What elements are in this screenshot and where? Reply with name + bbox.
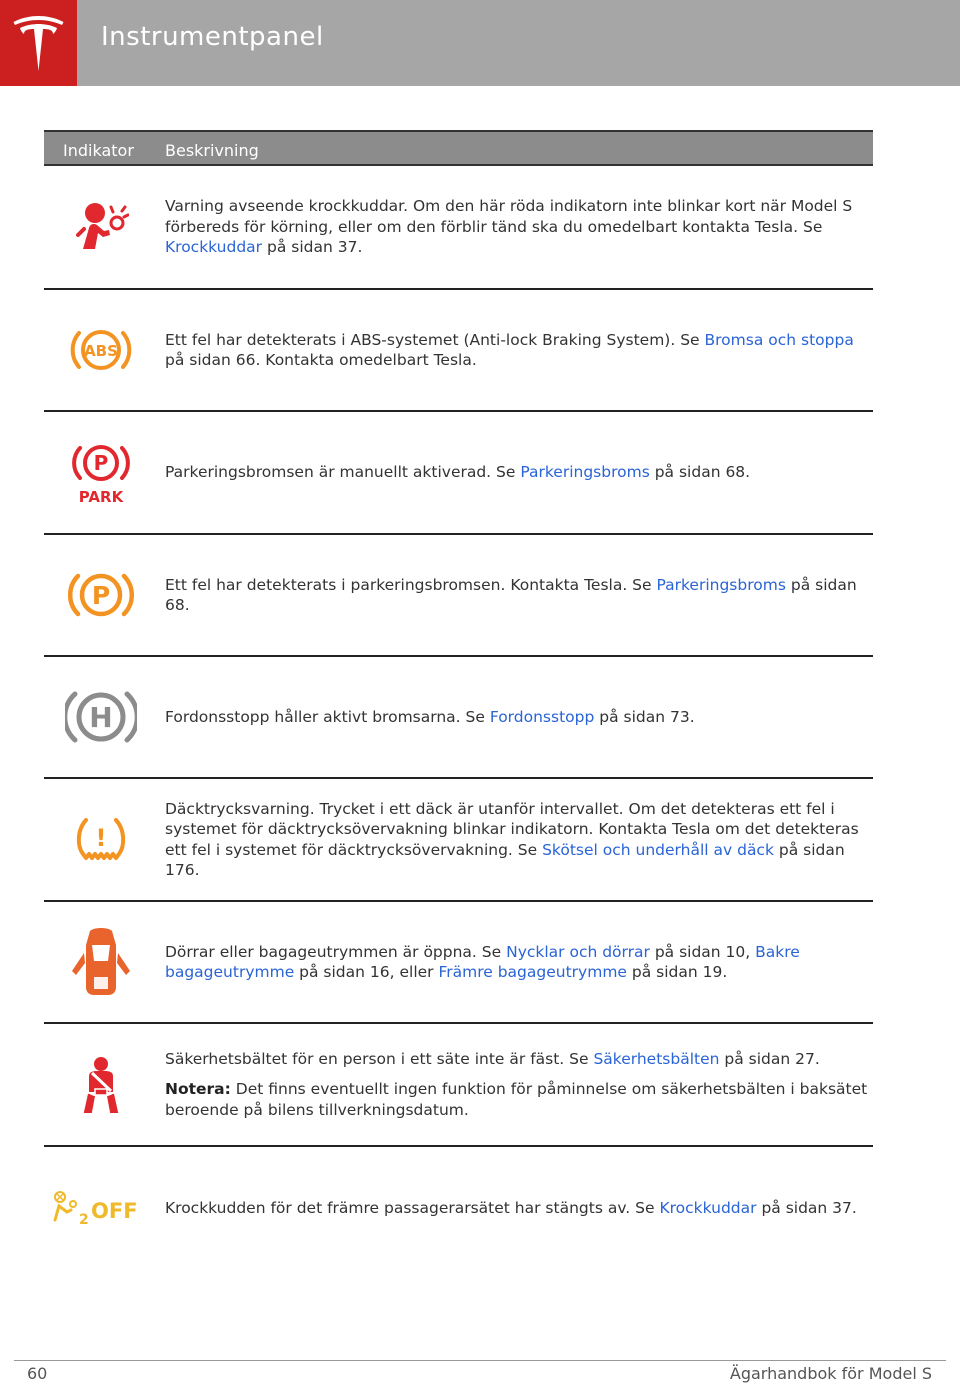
description-fragment: på sidan 66. Kontakta omedelbart Tesla. [165, 351, 477, 369]
description-text [165, 942, 869, 983]
tire-pressure-warning-icon [74, 816, 128, 864]
row-description [165, 290, 869, 410]
column-header-indicator: Indikator [63, 141, 134, 160]
table-row [44, 902, 873, 1024]
description-fragment: Däcktrycksvarning. Trycket i ett däck är utanför intervallet. Om det detekteras ett fel i systemet för däcktrycksövervakning blinkar indikatorn. Kontakta Tesla om det detekteras ett fel i systemet för däcktrycksövervakning. Se [165, 799, 859, 859]
description-fragment: Krockkudden för det främre passagerarsätet har stängts av. Se [165, 1198, 660, 1217]
park-icon-letter: P [93, 450, 108, 475]
row-description [165, 535, 869, 655]
row-description [165, 166, 869, 288]
abs-fault-icon [70, 325, 132, 375]
description-fragment: Ett fel har detekterats i ABS-systemet (Anti-lock Braking System). Se [165, 330, 705, 349]
description-fragment: Fordonsstopp håller aktivt bromsarna. Se [165, 707, 490, 726]
cross-reference-link[interactable]: Nycklar och dörrar [506, 942, 650, 961]
abs-icon-text: ABS [83, 342, 118, 360]
table-header [44, 130, 873, 166]
table-row [44, 166, 873, 290]
cross-reference-link[interactable]: Fordonsstopp [489, 707, 595, 726]
park-icon-label: PARK [78, 487, 123, 506]
page-header [0, 0, 960, 86]
logo-box [0, 0, 77, 86]
seatbelt-reminder-icon [78, 1056, 124, 1114]
description-text [165, 707, 869, 728]
description-fragment: på sidan 37. [262, 238, 363, 257]
hold-icon-letter: H [88, 701, 113, 734]
description-text [165, 330, 869, 371]
description-fragment: Ett fel har detekterats i parkeringsbromsen. Kontakta Tesla. Se [165, 575, 657, 594]
table-row [44, 657, 873, 779]
p-fault-icon-letter: P [91, 581, 110, 610]
cross-reference-link[interactable]: Främre bagageutrymme [438, 963, 627, 981]
description-fragment: på sidan 37. [756, 1198, 857, 1217]
page-number: 60 [27, 1364, 48, 1383]
table-row [44, 779, 873, 902]
airbag-off-icon-text: OFF [90, 1199, 138, 1223]
passenger-airbag-off-icon [51, 1190, 151, 1226]
column-header-description: Beskrivning [165, 141, 259, 160]
cross-reference-link[interactable]: Skötsel och underhåll av däck [542, 840, 774, 859]
description-fragment: på sidan 19. [626, 963, 728, 981]
cross-reference-link[interactable]: Krockkuddar [659, 1198, 757, 1217]
table-row [44, 535, 873, 657]
page-title: Instrumentpanel [101, 22, 324, 52]
tesla-logo-icon [13, 13, 64, 73]
parking-brake-fault-icon [68, 567, 134, 623]
description-fragment: Varning avseende krockkuddar. Om den här röda indikatorn inte blinkar kort när Model S förbereds för körning, eller om den förblir tänd ska du omedelbart kontakta Tesla. Se [165, 197, 853, 236]
description-fragment: på sidan 68. [649, 463, 751, 482]
description-fragment: på sidan 10, [649, 942, 756, 961]
door-open-icon [68, 925, 134, 999]
description-fragment: på sidan 176. [165, 840, 845, 879]
row-description [165, 1024, 869, 1145]
description-text [165, 196, 869, 258]
cross-reference-link[interactable]: Krockkuddar [165, 238, 263, 257]
cross-reference-link[interactable]: Bakre bagageutrymme [165, 942, 800, 981]
row-description [165, 412, 869, 533]
cross-reference-link[interactable]: Bromsa och stoppa [704, 330, 854, 349]
description-fragment: på sidan 16, eller [294, 963, 439, 981]
row-description [165, 657, 869, 777]
note-label: Notera: [165, 1080, 231, 1099]
tire-icon-mark: ! [95, 823, 106, 852]
footer-divider [14, 1360, 946, 1361]
row-description [165, 779, 869, 900]
description-fragment: på sidan 73. [594, 707, 695, 726]
vehicle-hold-icon [65, 684, 137, 750]
row-description [165, 1147, 869, 1269]
description-fragment: Parkeringsbromsen är manuellt aktiverad. Se [165, 463, 521, 482]
table-row [44, 290, 873, 412]
cross-reference-link[interactable]: Parkeringsbroms [656, 575, 786, 594]
description-text [165, 575, 869, 616]
indicator-table [44, 130, 873, 1269]
row-description [165, 902, 869, 1022]
cross-reference-link[interactable]: Säkerhetsbälten [593, 1049, 720, 1068]
description-fragment: Dörrar eller bagageutrymmen är öppna. Se [165, 942, 507, 961]
description-fragment: Säkerhetsbältet för en person i ett säte inte är fäst. Se [165, 1049, 594, 1068]
airbag-warning-icon [73, 201, 129, 253]
description-fragment: på sidan 68. [165, 575, 857, 614]
airbag-off-icon-sub: 2 [78, 1212, 89, 1226]
note-text: Det finns eventuellt ingen funktion för påminnelse om säkerhetsbälten i baksätet beroende på bilens tillverkningsdatum. [165, 1080, 868, 1119]
description-text [165, 1198, 869, 1219]
description-text [165, 1049, 869, 1070]
footer-book-title: Ägarhandbok för Model S [729, 1364, 932, 1383]
description-text [165, 799, 869, 881]
cross-reference-link[interactable]: Parkeringsbroms [520, 463, 650, 482]
description-fragment: på sidan 27. [719, 1049, 820, 1068]
table-row [44, 1147, 873, 1269]
table-row [44, 1024, 873, 1147]
table-row [44, 412, 873, 535]
parking-brake-icon [70, 440, 132, 506]
description-text [165, 462, 869, 483]
